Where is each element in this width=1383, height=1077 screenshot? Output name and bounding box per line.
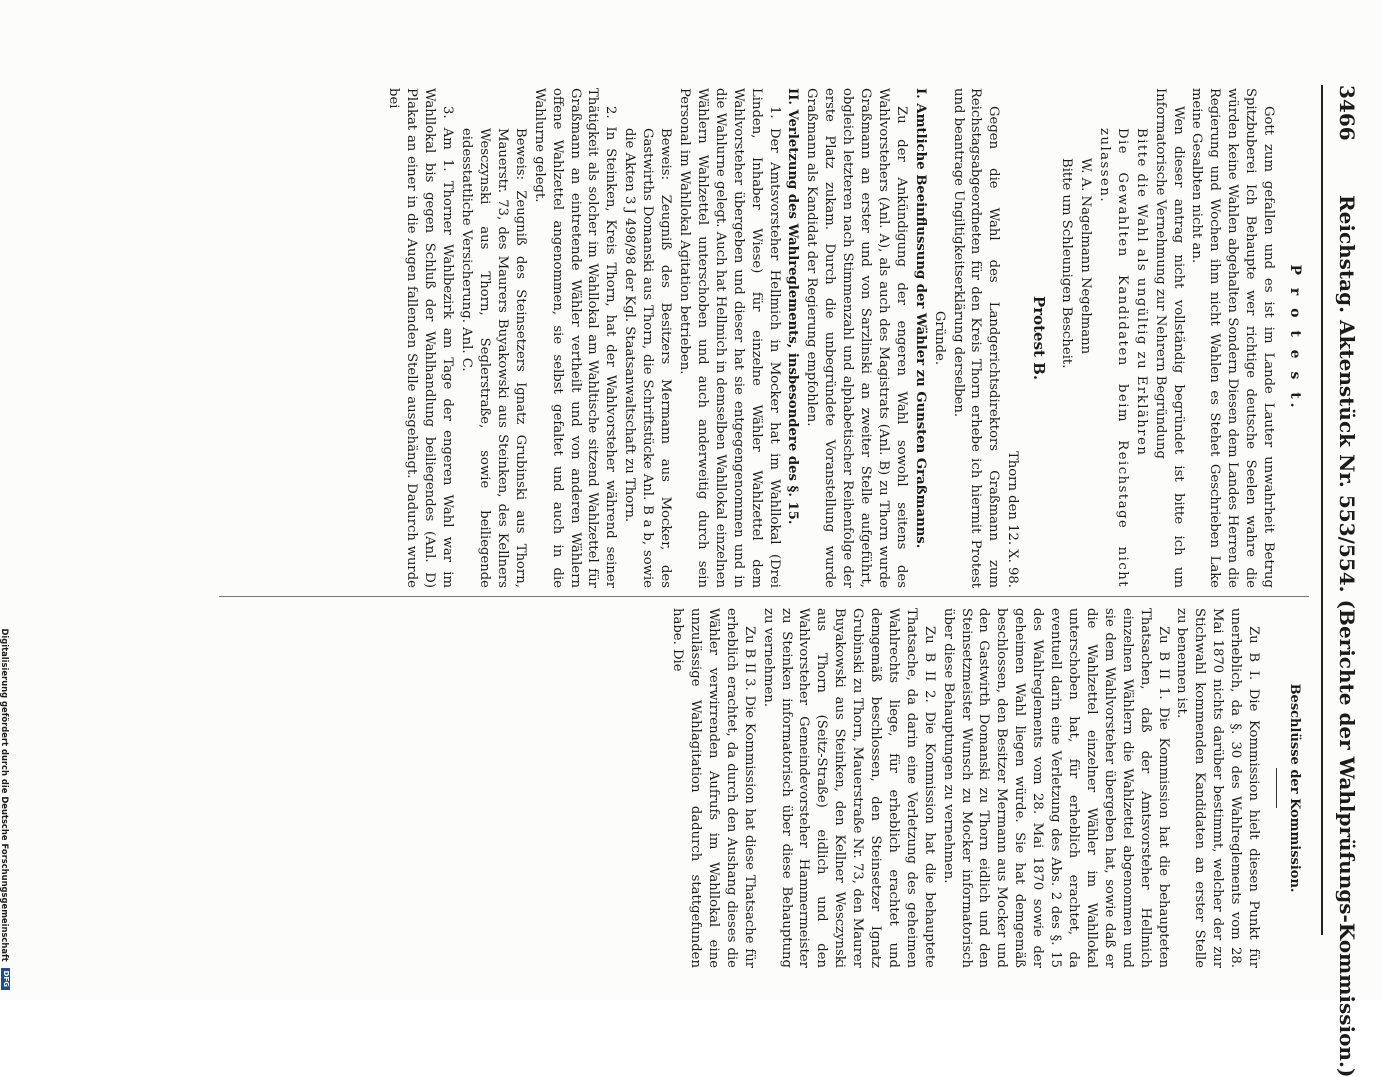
right-column xyxy=(667,608,1309,968)
item-2-paragraph: 2. In Steinken, Kreis Thorn, hat der Wahlvorsteher während seiner Thätigkeit als solcher im Wahllokal am Wahltische sitzend Wahlzettel für Graßmann an eintretende Wähler vertheilt und von anderen Wählern offene Wahlzettel angenommen, sie selbst gefaltet und auch in die Wahlurne gelegt. xyxy=(531,88,619,588)
protest-request: Bitte die Wahl als ungültig zu Erklähren xyxy=(1133,128,1149,457)
protest-b-title: Protest B. xyxy=(1030,295,1049,381)
resolution-b2-3: Zu B II 3. Die Kommission hat diese Thatsache für erheblich erachtet, da durch den Aushang dieses die Wähler verwirrenden Aufrufs im Wahllokal eine unzulässige Wahlagitation dadurch stattgefunden habe. Die xyxy=(670,608,757,968)
protest-b-intro: Gegen die Wahl des Landgerichtsdirektors Graßmann zum Reichstagsabgeordneten für den Kreis Thorn erhebe ich hiermit Protest und beantrage Ungiltigkeitserklärung derselben. xyxy=(950,88,1002,588)
dfg-logo: DFG xyxy=(1,968,10,990)
section-1-paragraph: Zu der Ankündigung der engeren Wahl sowohl seitens des Wahlvorstehers (Anl. A), als auch des Magistrats (Anl. B) zu Thorn wurde Graßmann an erster und von Sarzlinski an zweiter Stelle aufgeführt, obgleich letzteren nach Stimmenzahl und alphabetischer Reihenfolge der erste Platz zukam. Durch die unbegründete Voranstellung wurde Graßmann als Kandidat der Regierung empfohlen. xyxy=(804,88,909,588)
resolution-b1: Zu B I. Die Kommission hielt diesen Punkt für unerheblich, da §. 30 des Wahlreglements vom 28. Mai 1870 nichts darüber bestimmt, welcher der zur Stichwahl kommenden Kandidaten an erster Stelle zu benennen ist. xyxy=(1174,608,1262,968)
item-2-evidence: Beweis: Zeugniß des Steinsetzers Ignatz Grubinski aus Thorn, Mauerstr. 73, des Maurers Buyakowski aus Steinken, des Kellners Wesczynski aus Thorn, Seglerstraße, sowie beiliegende eidesstattliche Versicherung. Anl. C. xyxy=(459,128,528,588)
commission-title: Beschlüsse der Kommission. xyxy=(1287,683,1302,893)
item-3-paragraph: 3. Am 1. Thorner Wahlbezirk am Tage der engeren Wahl war im Wahllokal bis gegen Schluß der Wahlhandlung beiliegendes (Anl. D) Plakat an einer in die Augen fallenden Stelle ausgehängt. Dadurch wurde bei xyxy=(386,88,456,588)
protest-title: P r o t e s t. xyxy=(1287,264,1303,412)
protest-b-dateline: Thorn den 12. X. 98. xyxy=(1005,450,1021,588)
signature-note: Bitte um Schleunigen Bescheit. xyxy=(1059,158,1075,369)
page-number: 3466 xyxy=(1335,85,1359,141)
protest-request: Die Gewahlten Kandidaten beim Reichstage nicht zulassen. xyxy=(1096,128,1130,588)
credit-text: Digitalisierung gefördert durch die Deutsche Forschungsgemeinschaft xyxy=(0,628,10,962)
digitization-credit xyxy=(0,0,10,998)
section-2-title: II. Verletzung des Wahlreglements, insbesondere des §. 15. xyxy=(785,88,801,525)
item-1-evidence: Beweis: Zeugniß des Besitzers Mermann aus Mocker, des Gastwirths Domanski aus Thorn, die Schriftstücke Anl. B a b, sowie die Akten 3 J 498/98 der Kgl. Staatsanwaltschaft zu Thorn. xyxy=(622,128,674,588)
page-header xyxy=(1319,85,1367,1077)
column-divider xyxy=(219,596,1309,597)
item-1-paragraph: 1. Der Amtsvorsteher Hellmich in Mocker hat im Wahllokal (Drei Linden, Inhaber Wiese) für einzelne Wähler Wahlzettel dem Wahlvorsteher übergeben und dieser hat sie entgegengenommen und in die Wahlurne gelegt. Auch hat Hellmich in demselben Wahllokal einzelnen Wählern Wahlzettel unterschoben und auch anderweitig durch sein Personal im Wahllokal Agitation betrieben. xyxy=(677,88,782,588)
running-title: Reichstag. Aktenstück Nr. 553/554. (Berichte der Wahlprüfungs-Kommission.) xyxy=(1335,195,1359,1077)
protest-paragraph: Gott zum gefallen und es ist im Lande Lauter unwahrheit Betrug Spitzbuberei Ich Behaupte wer richtige deutsche Seelen wahre die würden keine Wahlen abgehalten Sondern Diesen dem Landes Herren die Regierung und Wochen ihm nicht Wahlen es Stehet Geschrieben Lake meine Gesalbten nicht an. xyxy=(1189,88,1277,588)
protest-paragraph: Wen dieser antrag nicht vollständig begründet ist bitte ich um Informatorische Vernehmung zur Nehrern Begründung xyxy=(1152,88,1186,588)
header-rule xyxy=(1321,85,1323,935)
resolution-b2-1: Zu B II 1. Die Kommission hat die behaupteten Thatsachen, daß der Amtsvorsteher Hellmich einzelnen Wählern die Wahlzettel abgenommen und sie dem Wahlvorsteher übergeben hat, sowie daß er die Wahlzettel einzelner Wähler im Wahllokal unterschoben hat, für erheblich erachtet, da eventuell darin eine Verletzung des Abs. 2 des §. 15 des Wahlreglements vom 28. Mai 1870 sowie der geheimen Wahl liegen würde. Sie hat demgemäß beschlossen, den Besitzer Mermann aus Mocker und den Gastwirth Domanski zu Thorn eidlich und den Steinsetzmeister Wunsch zu Mocker informatorisch über diese Behauptungen zu vernehmen. xyxy=(940,608,1171,968)
gruende-heading: Gründe. xyxy=(931,310,947,366)
section-1-title: I. Amtliche Beeinflussung der Wähler zu Gunsten Graßmanns. xyxy=(912,88,928,549)
left-column xyxy=(384,88,1309,588)
resolution-b2-2: Zu B II 2. Die Kommission hat die behauptete Thatsache, da darin eine Verletzung des geheimen Wahlrechts liege, für erheblich erachtet und demgemäß beschlossen, den Steinsetzer Ignatz Grubinski zu Thorn, Mauerstraße Nr. 73, den Maurer Buyakowski aus Steinken, den Kellner Wesczynski aus Thorn (Seitz-Straße) eidlich und den Wahlvorsteher Gemeindevorsteher Hammermeister zu Steinken informatorisch über diese Behauptung zu vernehmen. xyxy=(760,608,937,968)
title-rule xyxy=(1276,768,1277,808)
signature-name: W. A. Nagelmann Negelmann xyxy=(1078,158,1094,355)
